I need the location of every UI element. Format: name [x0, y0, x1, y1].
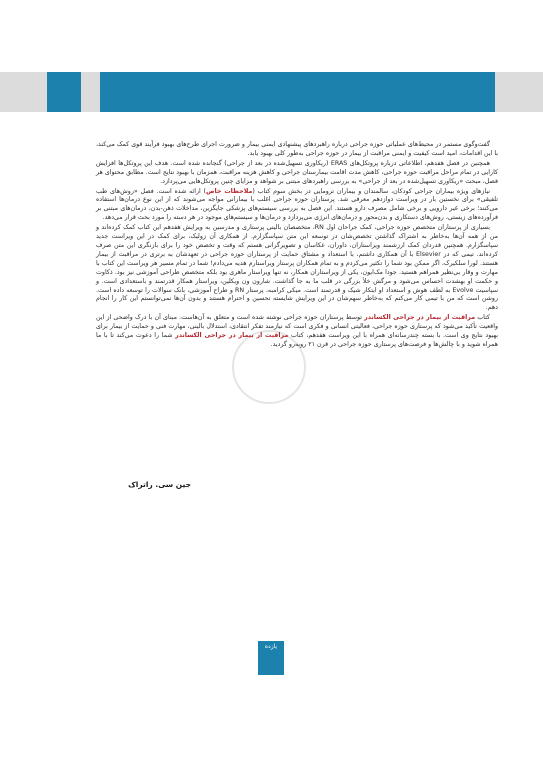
header-block-main — [100, 72, 495, 112]
page-number: یازده — [264, 643, 278, 650]
preface-body — [96, 141, 498, 351]
paragraph-text: همچنین در فصل هفدهم، اطلاعاتی درباره پروتکل‌های ERAS (ریکاوری تسهیل‌شده در بعد از جراحی) گنجانده شده است. هدف این پروتکل‌ها افزایش کارایی در تمام مراحل مراقبت حوزه جراحی، کاهش مدت اقامت بیمارستان جراحی و کاهش هزینه مراقبت، همزمان با بهبود نتایج است. مطابق محتوای هر فصل، مبحث «ریکاوری تسهیل‌شده در بعد از جراحی» به بررسی راهبردهای مبتنی بر شواهد و مزایای چنین پروتکل‌هایی می‌پردازد. — [96, 159, 498, 185]
body-paragraph — [96, 188, 498, 224]
paragraph-text: گفت‌وگوی مستمر در محیط‌های عملیاتی حوزه جراحی درباره راهبردهای پیشنهادی ایمنی بیمار و ضرورت اجرای طرح‌های بهبود فرآیند قوی کمک می‌کند، با این اقدامات، امید است کیفیت و ایمنی مراقبت از بیمار در حوزه جراحی به‌طور کلی بهبود یابد. — [96, 141, 498, 157]
paragraph-text: کتاب — [475, 314, 490, 322]
book-title-highlight: ملاحظات خاص — [206, 187, 253, 195]
paragraph-text: توسط پرستاران حوزه جراحی نوشته شده است و متعلق به آن‌هاست. مبنای آن با درک واضحی از این واقعیت تأکید می‌شود که پرستاری حوزه جراحی، فعالیتی انسانی و فکری است که نیازمند تفکر انتقادی، استدلال بالینی، مهارت فنی و حمایت از بیمار برای بهبود نتایج وی است. با بسته چندرسانه‌ای همراه با این ویراست هفدهم، کتاب — [96, 314, 499, 340]
paragraph-text: شما را دعوت می‌کند تا با ما همراه شوید و با چالش‌ها و فرصت‌های پرستاری حوزه جراحی در قرن ۲۱ روبه‌رو گردید. — [96, 332, 498, 348]
author-signature: جین سی. راتراک — [128, 480, 191, 489]
header-block-left — [47, 72, 81, 112]
paragraph-text: نیازهای ویژه بیماران جراحی کودکان، سالمندان و بیماران ترومایی در بخش سوم کتاب ( — [252, 187, 490, 195]
body-paragraph — [96, 160, 498, 187]
body-paragraph — [96, 314, 498, 350]
paragraph-text: بسیاری از پرستاران متخصص حوزه جراحی، کمک جراحان اول RN، متخصصان بالینی پرستاری و مدرسین به ویرایش هفدهم این کتاب کمک کرده‌اند و من از همه آن‌ها به‌خاطر به اشتراک گذاشتن تخصص‌شان در توسعه این متن سپاسگزارم. از همکاری آن زولیک، برای کمک در این ویراست جدید سپاسگزارم. همچنین قدردان کمک ارزشمند ویراستاران، داوران، عکاسان و تصویرگرانی هستم که وقت و تخصص خود را برای بازنگری این متن صرف کرده‌اند. تیمی که در Elsevier با آن همکاری داشتم، با استعداد و مشتاق حمایت از پرستاران حوزه جراحی در تعهدشان به برتری در مراقبت از بیمار هستند. لورا سلکیرک، اگر ممکن بود شما را تکثیر می‌کردم و به تمام همکاران پرستار ویراستارم هدیه می‌دادم! شما در تمام مسیر هر ویراست این کتاب با مهارت و وقار بی‌نظیر همراهم هستید. جودا مک‌ایون، یکی از ویراستاران همکار، نه تنها ویراستار ماهری بود بلکه متخصص طراحی آموزشی نیز بود. ذکاوت و حکمت او بهشدت احساس می‌شود و مرگش خلأ بزرگی در قلب ما به جا گذاشت. شارون ون ویکلین، ویراستار همکار قدرتمند و باستعدادی است. و سپاسیت Evolve به لطف هوش و استعداد او ابتکار شیک و قدرتمند است. میکی کرامبه، پرستار RN و طراح آموزشی، بانک سوالات را توسعه داده است. روشن است که من با تیمی کار می‌کنم که به‌خاطر سهم‌شان در این ویرایش شایسته تحسین و احترام هستند و بدون آن‌ها نمی‌توانستم این کار را انجام دهم. — [96, 224, 498, 312]
book-title-highlight: مراقبت از بیمار در جراحی الکساندر — [175, 332, 289, 340]
paragraph-text: ) ارائه شده است. فصل «روش‌های طب تلفیقی» برای نخستین بار در ویراست دوازدهم معرفی شد. پرستاران حوزه جراحی اغلب با بیمارانی مواجه می‌شوند که از این نوع درمان‌ها استفاده می‌کنند؛ برخی غیر دارویی و برخی شامل مصرف دارو هستند. این فصل به بررسی سیستم‌های پزشکی جایگزین، مداخلات ذهن-بدن، درمان‌های مبتنی بر فرآورده‌های زیستی، روش‌های دستکاری و بدن‌محور و درمان‌های انرژی می‌پردازد و درمان‌ها و سیستم‌های موجود در هر دسته را مورد بحث قرار می‌دهد. — [96, 187, 498, 222]
book-title-highlight: مراقبت از بیمار در جراحی الکساندر — [364, 314, 476, 322]
page-number-tab — [258, 641, 284, 675]
body-paragraph — [96, 224, 498, 313]
body-paragraph — [96, 141, 498, 159]
